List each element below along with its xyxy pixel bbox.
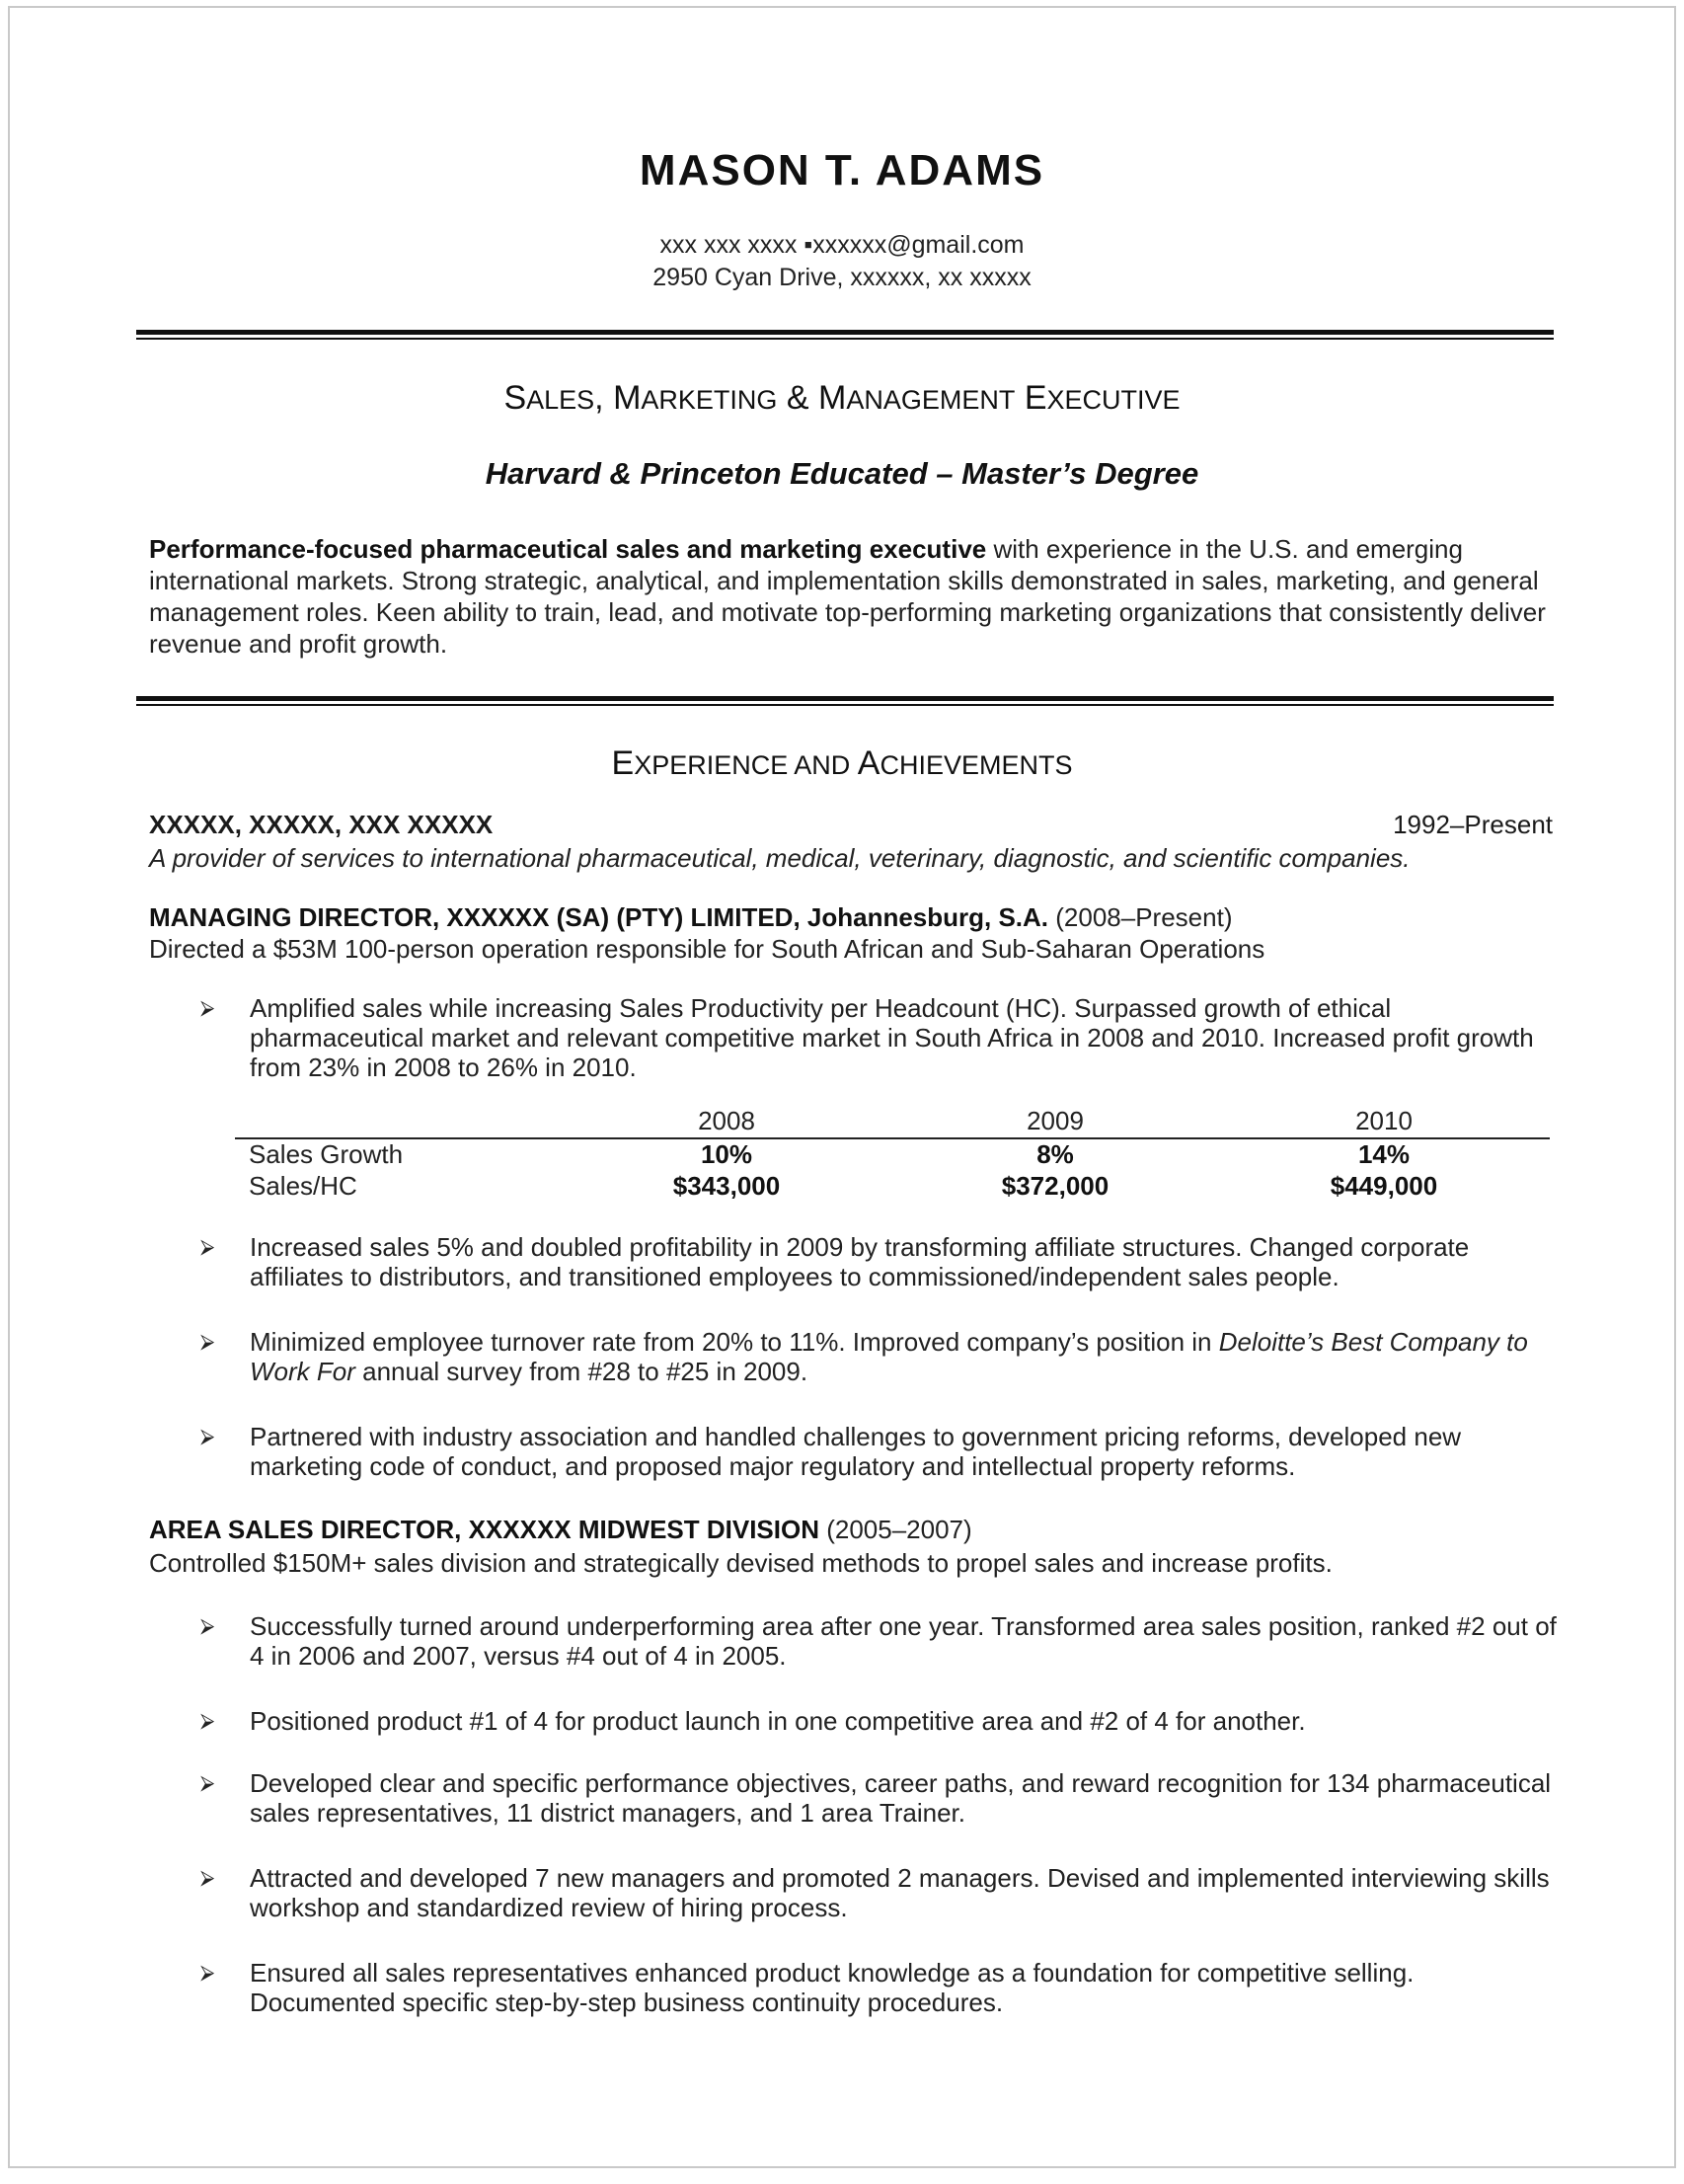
arrowhead-bullet-icon: ⮚: [200, 1772, 215, 1794]
company-description: A provider of services to international pharmaceutical, medical, veterinary, diagnostic, and scientific companies.: [149, 843, 1411, 873]
arrowhead-bullet-icon: ⮚: [200, 1331, 215, 1353]
stats-value: $372,000: [1001, 1171, 1110, 1201]
stats-value: 8%: [1036, 1139, 1074, 1169]
stats-year: 2009: [1027, 1106, 1084, 1135]
role-dates: (2008–Present): [1048, 902, 1233, 932]
arrowhead-bullet-icon: ⮚: [200, 1615, 215, 1637]
role-title: AREA SALES DIRECTOR, XXXXXX MIDWEST DIVISION: [149, 1515, 819, 1544]
arrowhead-bullet-icon: ⮚: [200, 1236, 215, 1258]
stats-row-label: Sales Growth: [249, 1139, 404, 1169]
stats-row-label: Sales/HC: [249, 1171, 357, 1201]
company-name: XXXXX, XXXXX, XXX XXXXX: [149, 810, 494, 839]
double-rule-divider: [136, 330, 1554, 340]
sales-stats-table: [235, 1106, 1550, 1203]
summary-body: with experience in the U.S. and emerging international markets. Strong strategic, analytical, and implementation skills demonstrated in sales, marketing, and general management roles. Keen ability to train, lead, and motivate top-performing marketing organizations that consistently deliver revenue and profit growth.: [149, 534, 1546, 659]
candidate-name: MASON T. ADAMS: [639, 146, 1045, 195]
stats-value: 14%: [1357, 1139, 1411, 1169]
arrowhead-bullet-icon: ⮚: [200, 1867, 215, 1889]
company-dates: 1992–Present: [1393, 810, 1553, 839]
stats-header-row: [235, 1106, 1550, 1139]
professional-headline: SALES, MARKETING & MANAGEMENT EXECUTIVE: [503, 379, 1181, 417]
contact-phone-email: xxx xxx xxxx ▪xxxxxx@gmail.com: [659, 231, 1025, 259]
survey-title: Deloitte’s Best Company to Work For: [250, 1327, 1528, 1386]
table-row: [235, 1139, 1550, 1171]
role-description: Directed a $53M 100-person operation responsible for South African and Sub-Saharan Operations: [149, 934, 1265, 964]
role-managing-director: [149, 902, 1232, 933]
company-header: [149, 810, 1553, 840]
arrowhead-bullet-icon: ⮚: [200, 997, 215, 1019]
role-description: Controlled $150M+ sales division and strategically devised methods to propel sales and increase profits.: [149, 1548, 1333, 1578]
table-row: [235, 1171, 1550, 1203]
stats-value: 10%: [700, 1139, 753, 1169]
role-title: MANAGING DIRECTOR, XXXXXX (SA) (PTY) LIMITED, Johannesburg, S.A.: [149, 902, 1049, 932]
stats-year: 2008: [698, 1106, 755, 1135]
summary-lead: Performance-focused pharmaceutical sales and marketing executive: [149, 534, 987, 564]
experience-section-title: EXPERIENCE AND ACHIEVEMENTS: [611, 744, 1073, 782]
double-rule-divider: [136, 696, 1554, 706]
resume-page: MASON T. ADAMS xxx xxx xxxx ▪xxxxxx@gmail.com 2950 Cyan Drive, xxxxxx, xx xxxxx SALES, MARKETING & MANAGEMENT EXECUTIVE Harvard & Princeton Educated – Master’s Degree Performance-focused pharmaceutical sales and marketing executive with experience in the U.S. and emerging international markets. Strong strategic, analytical, and implementation skills demonstrated in sales, marketing, and general management roles. Keen ability to train, lead, and motivate top-performing marketing organizations that consistently deliver revenue and profit growth. EXPERIENCE AND ACHIEVEMENTS XXXXX, XXXXX, XXX XXXXX 1992–Present A provider of services to international pharmaceutical, medical, veterinary, diagnostic, and scientific companies. MANAGING DIRECTOR, XXXXXX (SA) (PTY) LIMITED, Johannesburg, S.A. (2008–Present) Directed a $53M 100-person operation responsible for South African and Sub-Saharan Operations ⮚ Amplified sales while increasing Sales Productivity per Headcount (HC). Surpassed growth of ethical pharmaceutical market and relevant competitive market in South Africa in 2008 and 2010. Increased profit growth from 23% in 2008 to 26% in 2010. 2008 2009 2010 Sales Growth 10% 8% 14% Sales/HC $343,000 $372,000 $449,000 ⮚ Increased sales 5% and doubled profitability in 2009 by transforming affiliate structures. Changed corporate affiliates to distributors, and transitioned employees to commissioned/independent sales people. ⮚ Minimized employee turnover rate from 20% to 11%. Improved company’s position in Deloitte’s Best Company to Work For annual survey from #28 to #25 in 2009. ⮚ Partnered with industry association and handled challenges to government pricing reforms, developed new marketing code of conduct, and proposed major regulatory and intellectual property reforms. AREA SALES DIRECTOR, XXXXXX MIDWEST DIVISION (2005–2007) Controlled $150M+ sales division and strategically devised methods to propel sales and increase profits. ⮚ Successfully turned around underperforming area after one year. Transformed area sales position, ranked #2 out of 4 in 2006 and 2007, versus #4 out of 4 in 2005. ⮚ Positioned product #1 of 4 for product launch in one competitive area and #2 of 4 for another. ⮚ Developed clear and specific performance objectives, career paths, and reward recognition for 134 pharmaceutical sales representatives, 11 district managers, and 1 area Trainer. ⮚ Attracted and developed 7 new managers and promoted 2 managers. Devised and implemented interviewing skills workshop and standardized review of hiring process. ⮚ Ensured all sales representatives enhanced product knowledge as a foundation for competitive selling. Documented specific step-by-step business continuity procedures.: [8, 6, 1676, 2168]
stats-value: $343,000: [672, 1171, 781, 1201]
professional-summary: [149, 533, 1551, 660]
arrowhead-bullet-icon: ⮚: [200, 1426, 215, 1447]
role-dates: (2005–2007): [818, 1515, 972, 1544]
stats-value: $449,000: [1330, 1171, 1438, 1201]
role-area-sales-director: [149, 1515, 972, 1545]
arrowhead-bullet-icon: ⮚: [200, 1962, 215, 1984]
education-subheadline: Harvard & Princeton Educated – Master’s Degree: [485, 456, 1199, 491]
arrowhead-bullet-icon: ⮚: [200, 1710, 215, 1732]
stats-year: 2010: [1355, 1106, 1413, 1135]
contact-address: 2950 Cyan Drive, xxxxxx, xx xxxxx: [652, 264, 1032, 291]
